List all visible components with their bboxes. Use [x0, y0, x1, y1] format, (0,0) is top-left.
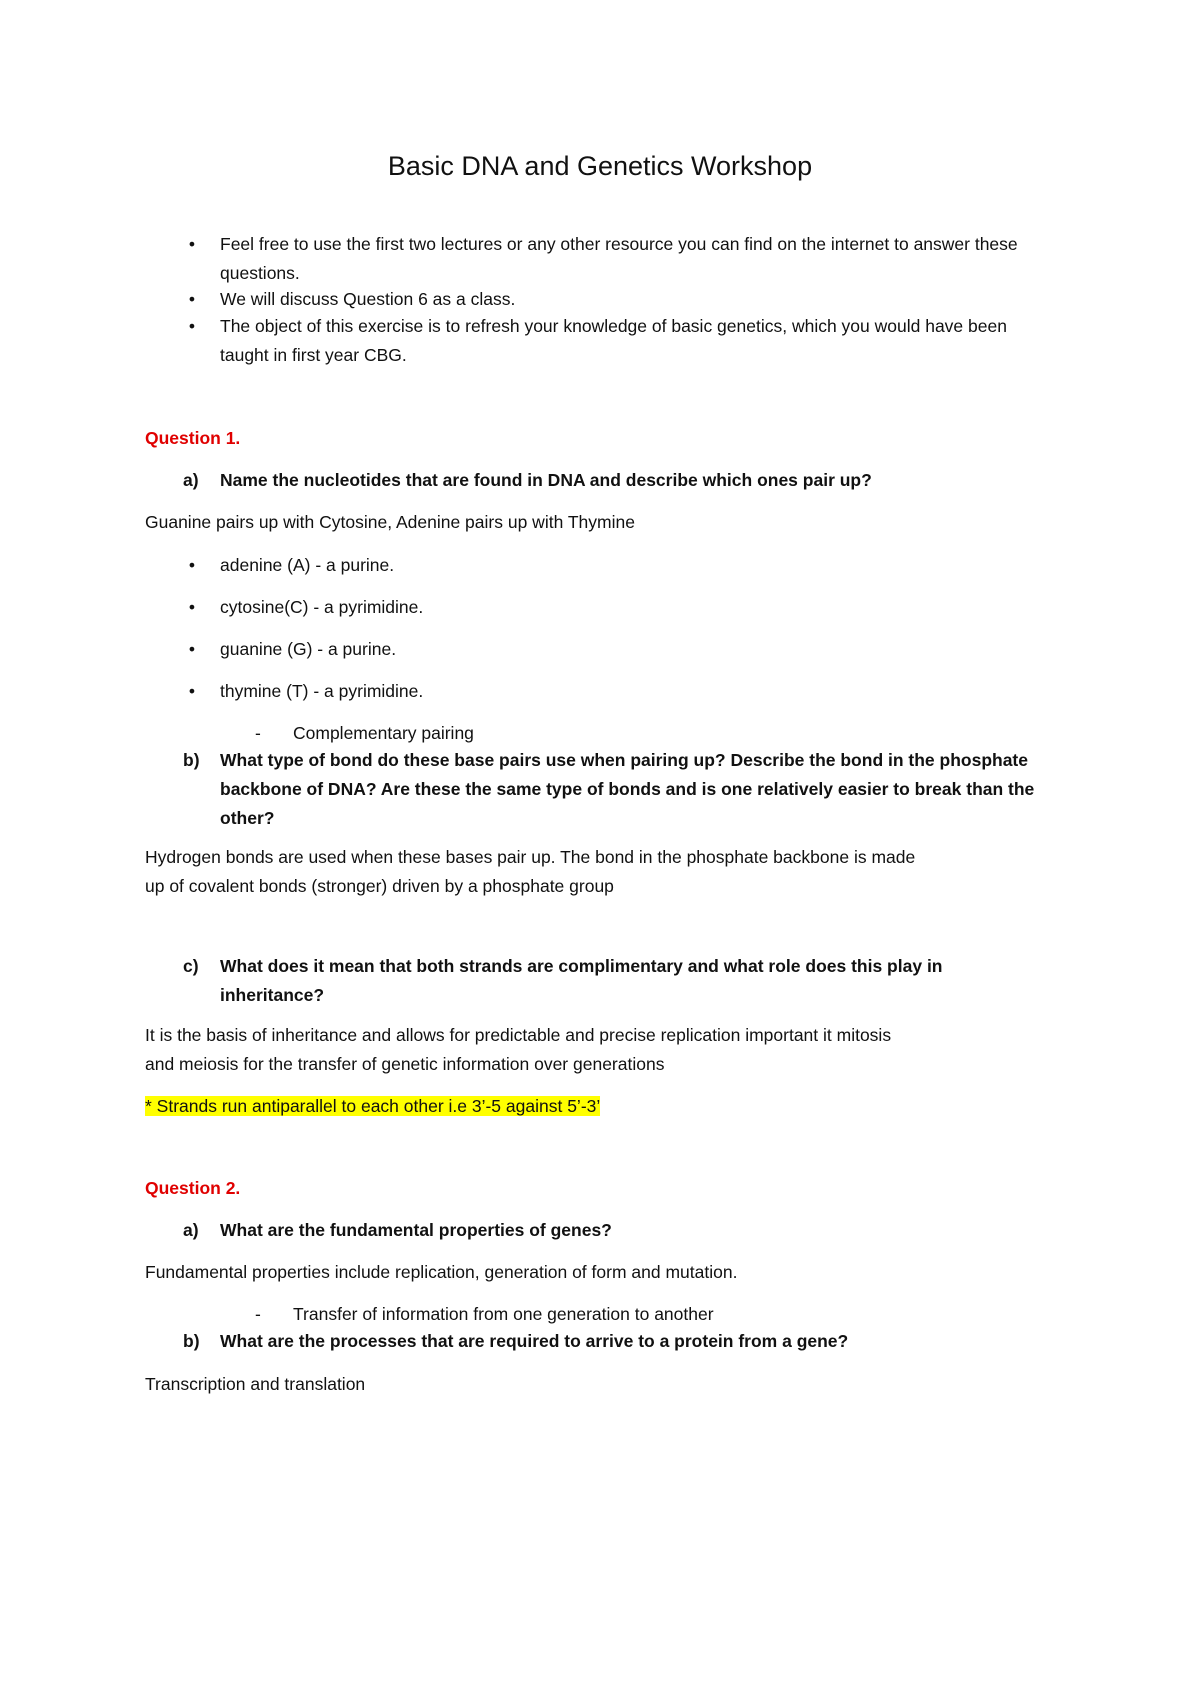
bullet-icon: • — [188, 234, 196, 254]
bullet-icon: • — [188, 639, 196, 659]
intro-bullet-text: We will discuss Question 6 as a class. — [220, 289, 516, 309]
question-1-heading: Question 1. — [145, 428, 241, 448]
nucleotide-text: guanine (G) - a purine. — [220, 639, 397, 659]
nucleotide-text: cytosine(C) - a pyrimidine. — [220, 597, 424, 617]
document-title: Basic DNA and Genetics Workshop — [387, 151, 813, 181]
bullet-icon: • — [188, 316, 196, 336]
question-2a-text: What are the fundamental properties of genes? — [220, 1220, 612, 1240]
bullet-icon: • — [188, 681, 196, 701]
question-1a-text: Name the nucleotides that are found in DNA and describe which ones pair up? — [220, 470, 872, 490]
question-2b-label: b) — [183, 1331, 200, 1351]
question-2b-answer: Transcription and translation — [145, 1374, 366, 1394]
question-2b-text: What are the processes that are required to arrive to a protein from a gene? — [220, 1331, 849, 1351]
question-1b-answer-line: up of covalent bonds (stronger) driven by a phosphate group — [145, 876, 614, 896]
intro-bullet-text: The object of this exercise is to refresh your knowledge of basic genetics, which you would have been taught in first year CBG. — [220, 316, 1007, 365]
nucleotide-text: thymine (T) - a pyrimidine. — [220, 681, 424, 701]
question-1b-label: b) — [183, 750, 200, 770]
dash-icon: - — [255, 1304, 261, 1324]
question-2a-answer: Fundamental properties include replication, generation of form and mutation. — [145, 1262, 738, 1282]
dash-item-text: Complementary pairing — [293, 723, 474, 743]
bullet-icon: • — [188, 289, 196, 309]
question-1b-text: What type of bond do these base pairs use when pairing up? Describe the bond in the phosphate backbone of DNA? Are these the same type of bonds and is one relatively easier to break than the other? — [220, 750, 1035, 828]
question-2a-label: a) — [183, 1220, 199, 1240]
question-1a-answer: Guanine pairs up with Cytosine, Adenine pairs up with Thymine — [145, 512, 635, 532]
question-1c-label: c) — [183, 956, 199, 976]
question-1a-label: a) — [183, 470, 199, 490]
highlighted-note-text: * Strands run antiparallel to each other i.e 3’-5 against 5’-3’ — [145, 1096, 601, 1116]
intro-bullet-text: Feel free to use the first two lectures or any other resource you can find on the internet to answer these questions. — [220, 234, 1018, 283]
highlighted-note — [145, 1092, 600, 1121]
question-2-heading: Question 2. — [145, 1178, 241, 1198]
question-1c-answer-line: and meiosis for the transfer of genetic information over generations — [145, 1054, 665, 1074]
question-1c-answer-line: It is the basis of inheritance and allows for predictable and precise replication important it mitosis — [145, 1025, 892, 1045]
bullet-icon: • — [188, 597, 196, 617]
question-1c-text: What does it mean that both strands are complimentary and what role does this play in inheritance? — [220, 956, 943, 1005]
dash-icon: - — [255, 723, 261, 743]
nucleotide-text: adenine (A) - a purine. — [220, 555, 395, 575]
bullet-icon: • — [188, 555, 196, 575]
question-1b-answer-line: Hydrogen bonds are used when these bases pair up. The bond in the phosphate backbone is made — [145, 847, 916, 867]
dash-item-text: Transfer of information from one generation to another — [293, 1304, 714, 1324]
